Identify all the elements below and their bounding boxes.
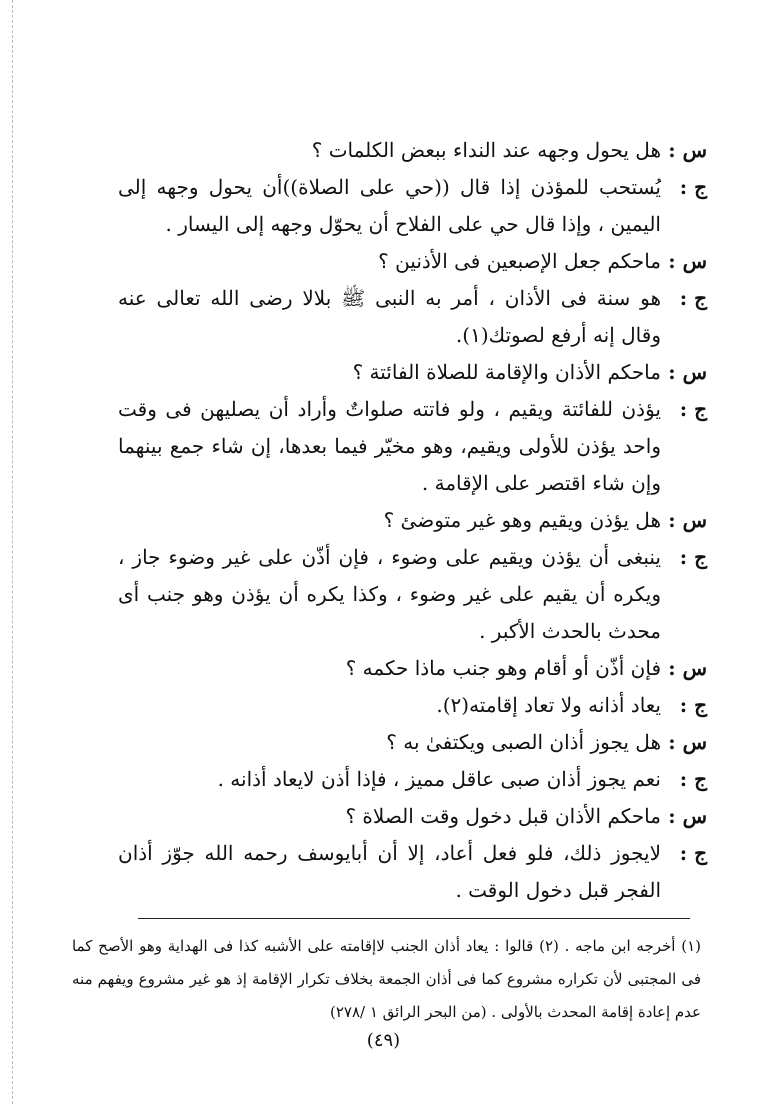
qa-item	[118, 835, 707, 909]
qa-item	[118, 502, 707, 539]
answer-text: نعم يجوز أذان صبى عاقل مميز ، فإذا أذن لايعاد أذانه .	[217, 767, 661, 791]
question-marker: س :	[668, 804, 707, 828]
answer-text: لايجوز ذلك، فلو فعل أعاد، إلا أن أبايوسف رحمه الله جوّز أذان الفجر قبل دخول الوقت .	[118, 841, 661, 902]
question-text: ماحكم جعل الإصبعين فى الأذنين ؟	[378, 249, 661, 273]
qa-item	[118, 687, 707, 724]
qa-item	[118, 539, 707, 650]
footnote-divider	[138, 918, 690, 919]
qa-item	[118, 650, 707, 687]
question-marker: س :	[668, 656, 707, 680]
qa-item	[118, 761, 707, 798]
qa-item	[118, 724, 707, 761]
question-text: فإن أذّن أو أقام وهو جنب ماذا حكمه ؟	[345, 656, 661, 680]
answer-text: هو سنة فى الأذان ، أمر به النبى ﷺ بلالا رضى الله تعالى عنه وقال إنه أرفع لصوتك(١).	[118, 286, 661, 347]
question-marker: س :	[668, 508, 707, 532]
answer-marker: ج :	[679, 175, 707, 199]
question-text: هل يجوز أذان الصبى ويكتفىٰ به ؟	[386, 730, 661, 754]
question-marker: س :	[668, 730, 707, 754]
answer-marker: ج :	[679, 286, 707, 310]
answer-text: يؤذن للفائتة ويقيم ، ولو فاتته صلواتٌ وأراد أن يصليهن فى وقت واحد يؤذن للأولى ويقيم، وهو مخيّر فيما بعدها، إن شاء جمع بينهما وإن شاء اقتصر على الإقامة .	[118, 397, 661, 495]
question-marker: س :	[668, 138, 707, 162]
qa-item	[118, 391, 707, 502]
footnotes: (١) أخرجه ابن ماجه . (٢) قالوا : يعاد أذان الجنب لاإقامته على الأشبه كذا فى الهداية وهو الأصح كما فى المجتبى لأن تكراره مشروع كما فى أذان الجمعة بخلاف تكرار الإقامة إذ هو غير مشروع ويفهم منه عدم إعادة إقامة المحدث بالأولى . (من البحر الرائق ١ /٢٧٨)	[72, 937, 701, 1021]
question-text: ماحكم الأذان والإقامة للصلاة الفائتة ؟	[352, 360, 661, 384]
answer-marker: ج :	[679, 397, 707, 421]
answer-text: يعاد أذانه ولا تعاد إقامته(٢).	[436, 693, 661, 717]
answer-text: ينبغى أن يؤذن ويقيم على وضوء ، فإن أذّن على غير وضوء جاز ، ويكره أن يقيم على غير وضوء ، وكذا يكره أن يؤذن وهو جنب أى محدث بالحدث الأكبر .	[118, 545, 661, 643]
answer-marker: ج :	[679, 693, 707, 717]
qa-item	[118, 243, 707, 280]
question-text: ماحكم الأذان قبل دخول وقت الصلاة ؟	[345, 804, 661, 828]
qa-item	[118, 132, 707, 169]
question-marker: س :	[668, 360, 707, 384]
question-text: هل يحول وجهه عند النداء ببعض الكلمات ؟	[311, 138, 661, 162]
answer-marker: ج :	[679, 545, 707, 569]
answer-marker: ج :	[679, 841, 707, 865]
qa-item	[118, 354, 707, 391]
answer-marker: ج :	[679, 767, 707, 791]
question-marker: س :	[668, 249, 707, 273]
qa-item	[118, 798, 707, 835]
question-text: هل يؤذن ويقيم وهو غير متوضئ ؟	[383, 508, 661, 532]
page-number: (٤٩)	[366, 1030, 401, 1051]
qa-list	[118, 132, 707, 909]
qa-item	[118, 169, 707, 243]
margin-guide	[12, 0, 13, 1104]
answer-text: يُستحب للمؤذن إذا قال ((حي على الصلاة))أن يحول وجهه إلى اليمين ، وإذا قال حي على الفلاح أن يحوّل وجهه إلى اليسار .	[118, 175, 661, 236]
qa-item	[118, 280, 707, 354]
